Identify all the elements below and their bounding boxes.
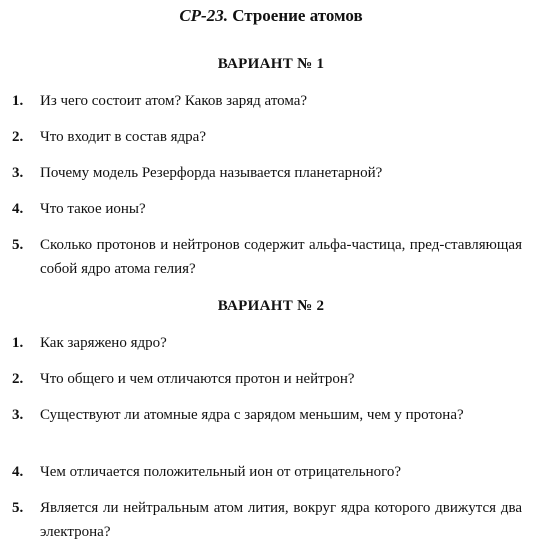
question-text: Из чего состоит атом? Каков заряд атома? <box>40 93 308 109</box>
question-number: 1. <box>12 335 24 351</box>
question-text: Является ли нейтральным атом лития, вокруг ядра которого движутся два электрона? <box>40 500 522 540</box>
variant-2-question-2 <box>12 367 522 391</box>
question-text: Что такое ионы? <box>40 201 146 217</box>
variant-1-question-1 <box>12 89 522 113</box>
variant-2-question-4 <box>12 460 522 484</box>
question-number: 1. <box>12 93 24 109</box>
variant-1-question-2 <box>12 125 522 149</box>
variant-2-heading: ВАРИАНТ № 2 <box>217 298 325 314</box>
variant-2-question-5 <box>12 496 522 544</box>
question-text: Что входит в состав ядра? <box>40 129 206 145</box>
title-code: СР-23. <box>179 6 228 25</box>
page-title <box>0 6 542 26</box>
question-number: 4. <box>12 201 24 217</box>
variant-1-heading: ВАРИАНТ № 1 <box>217 56 325 72</box>
variant-1-question-3 <box>12 161 522 185</box>
question-text: Почему модель Резерфорда называется планетарной? <box>40 165 383 181</box>
variant-2-question-3 <box>12 403 522 427</box>
question-number: 2. <box>12 371 24 387</box>
variant-1-question-5 <box>12 233 522 281</box>
question-number: 5. <box>12 500 24 516</box>
question-number: 2. <box>12 129 24 145</box>
question-number: 5. <box>12 237 24 253</box>
question-text: Что общего и чем отличаются протон и нейтрон? <box>40 371 355 387</box>
question-text: Сколько протонов и нейтронов содержит альфа-частица, пред-ставляющая собой ядро атома гелия? <box>40 237 522 277</box>
variant-1-question-4 <box>12 197 522 221</box>
question-number: 3. <box>12 407 24 423</box>
question-text: Чем отличается положительный ион от отрицательного? <box>40 464 402 480</box>
question-number: 4. <box>12 464 24 480</box>
variant-2-question-1 <box>12 331 522 355</box>
question-text: Как заряжено ядро? <box>40 335 167 351</box>
question-number: 3. <box>12 165 24 181</box>
title-text: Строение атомов <box>232 6 363 25</box>
question-text: Существуют ли атомные ядра с зарядом меньшим, чем у протона? <box>40 407 464 423</box>
